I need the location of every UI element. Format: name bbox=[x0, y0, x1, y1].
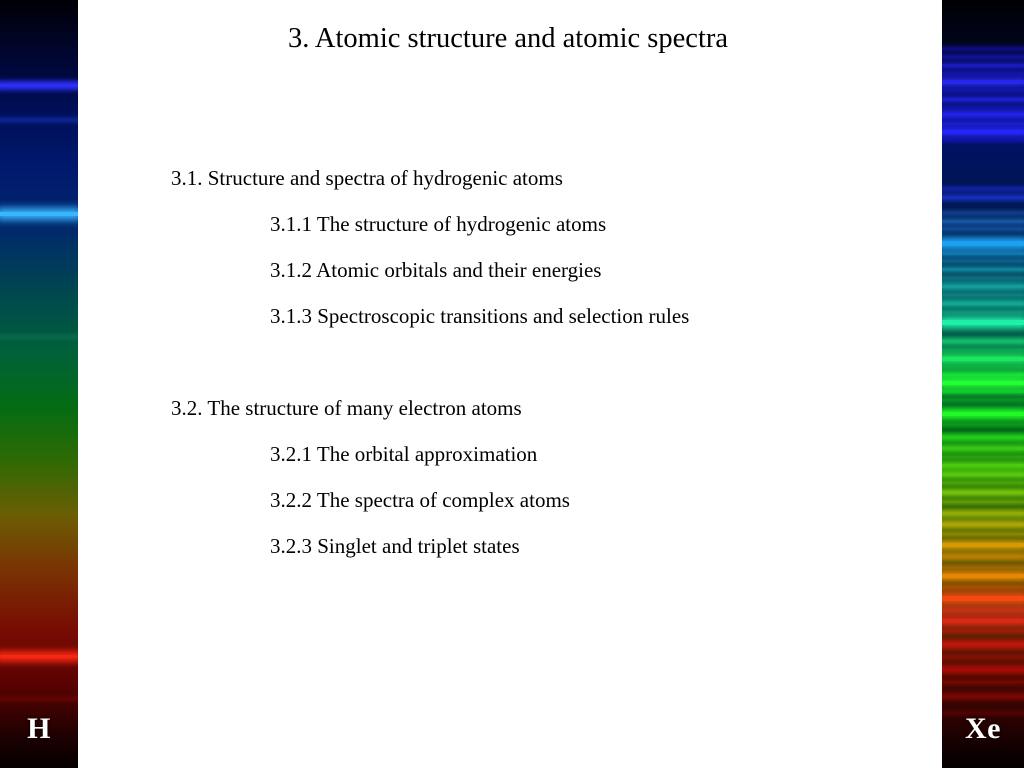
outline-item-level1: 3.2. The structure of many electron atoms bbox=[171, 396, 522, 420]
outline-item-level2: 3.2.2 The spectra of complex atoms bbox=[270, 488, 570, 512]
outline-item-level1: 3.1. Structure and spectra of hydrogenic atoms bbox=[171, 166, 563, 190]
slide-title: 3. Atomic structure and atomic spectra bbox=[287, 23, 729, 54]
outline-item-level2: 3.1.2 Atomic orbitals and their energies bbox=[270, 258, 602, 282]
outline-item-level2: 3.2.1 The orbital approximation bbox=[270, 442, 538, 466]
xenon-spectrum-label: Xe bbox=[965, 712, 1001, 745]
hydrogen-spectrum-label: H bbox=[27, 712, 51, 745]
outline-item-level2: 3.1.1 The structure of hydrogenic atoms bbox=[270, 212, 607, 236]
outline-item-level2: 3.2.3 Singlet and triplet states bbox=[270, 534, 520, 558]
outline-item-level2: 3.1.3 Spectroscopic transitions and selection rules bbox=[270, 304, 690, 328]
